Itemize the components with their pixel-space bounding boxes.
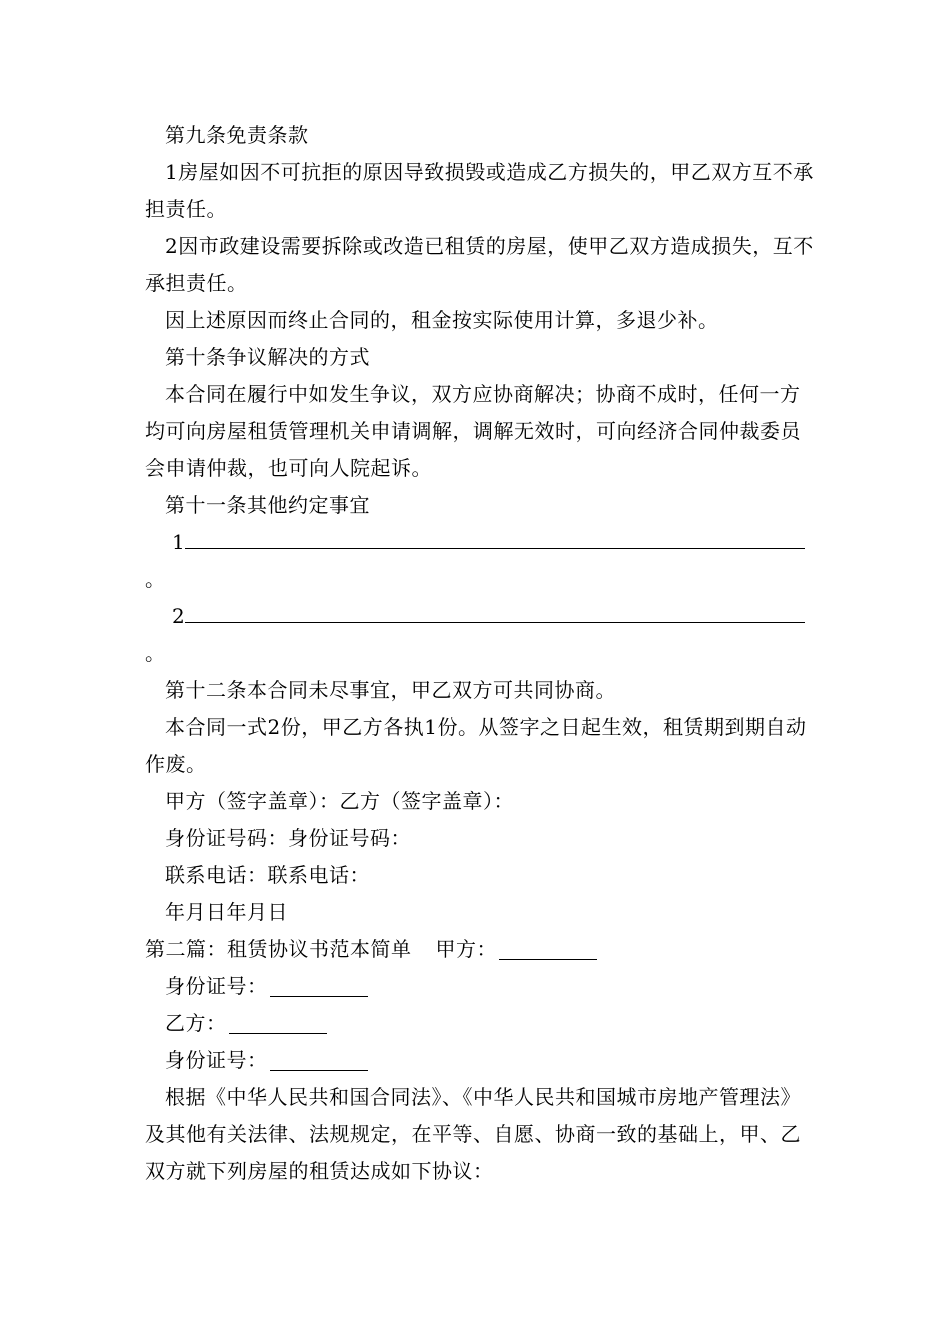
article-12-title: 第十二条本合同未尽事宜，甲乙双方可共同协商。 <box>165 678 616 702</box>
id-label: 身份证号： <box>165 1048 268 1072</box>
article-10-title: 第十条争议解决的方式 <box>165 345 370 369</box>
party-a-id-line <box>165 968 820 1005</box>
party-b-line <box>165 1005 820 1042</box>
item-number: 2 <box>172 604 185 628</box>
party-a-blank <box>499 939 597 960</box>
item-number: 1 <box>172 530 185 554</box>
item-2-period: 。 <box>145 641 165 665</box>
id-blank <box>270 976 368 997</box>
phone-line: 联系电话：联系电话： <box>165 863 370 887</box>
id-number-line: 身份证号码：身份证号码： <box>165 826 411 850</box>
id-label: 身份证号： <box>165 974 268 998</box>
article-10-body: 本合同在履行中如发生争议，双方应协商解决；协商不成时，任何一方均可向房屋租赁管理机关申请调解，调解无效时，可向经济合同仲裁委员会申请仲裁，也可向人院起诉。 <box>145 382 801 480</box>
party-b-label: 乙方： <box>165 1011 227 1035</box>
party-b-id-line <box>165 1042 820 1079</box>
article-9-clause-1: 1房屋如因不可抗拒的原因导致损毁或造成乙方损失的，甲乙双方互不承担责任。 <box>145 160 814 221</box>
article-9-title: 第九条免责条款 <box>165 123 309 147</box>
article-12-body: 本合同一式2份，甲乙方各执1份。从签字之日起生效，租赁期到期自动作废。 <box>145 715 807 776</box>
article-11-item-2 <box>172 598 808 635</box>
date-line: 年月日年月日 <box>165 900 288 924</box>
party-a-label: 甲方： <box>435 937 497 961</box>
fill-in-blank <box>185 600 805 623</box>
item-1-period: 。 <box>145 567 165 591</box>
id-blank <box>270 1050 368 1071</box>
article-9-clause-2: 2因市政建设需要拆除或改造已租赁的房屋，使甲乙双方造成损失，互不承担责任。 <box>145 234 814 295</box>
article-11-title: 第十一条其他约定事宜 <box>165 493 370 517</box>
article-9-clause-3: 因上述原因而终止合同的，租金按实际使用计算，多退少补。 <box>165 308 719 332</box>
signature-line: 甲方（签字盖章）：乙方（签字盖章）： <box>165 789 514 813</box>
part-2-heading-line <box>145 931 820 968</box>
article-11-item-1 <box>172 524 808 561</box>
part-2-intro: 根据《中华人民共和国合同法》、《中华人民共和国城市房地产管理法》及其他有关法律、法规规定，在平等、自愿、协商一致的基础上，甲、乙双方就下列房屋的租赁达成如下协议： <box>145 1085 801 1183</box>
party-b-blank <box>229 1013 327 1034</box>
part-2-heading: 第二篇：租赁协议书范本简单 <box>145 937 412 961</box>
fill-in-blank <box>185 526 805 549</box>
